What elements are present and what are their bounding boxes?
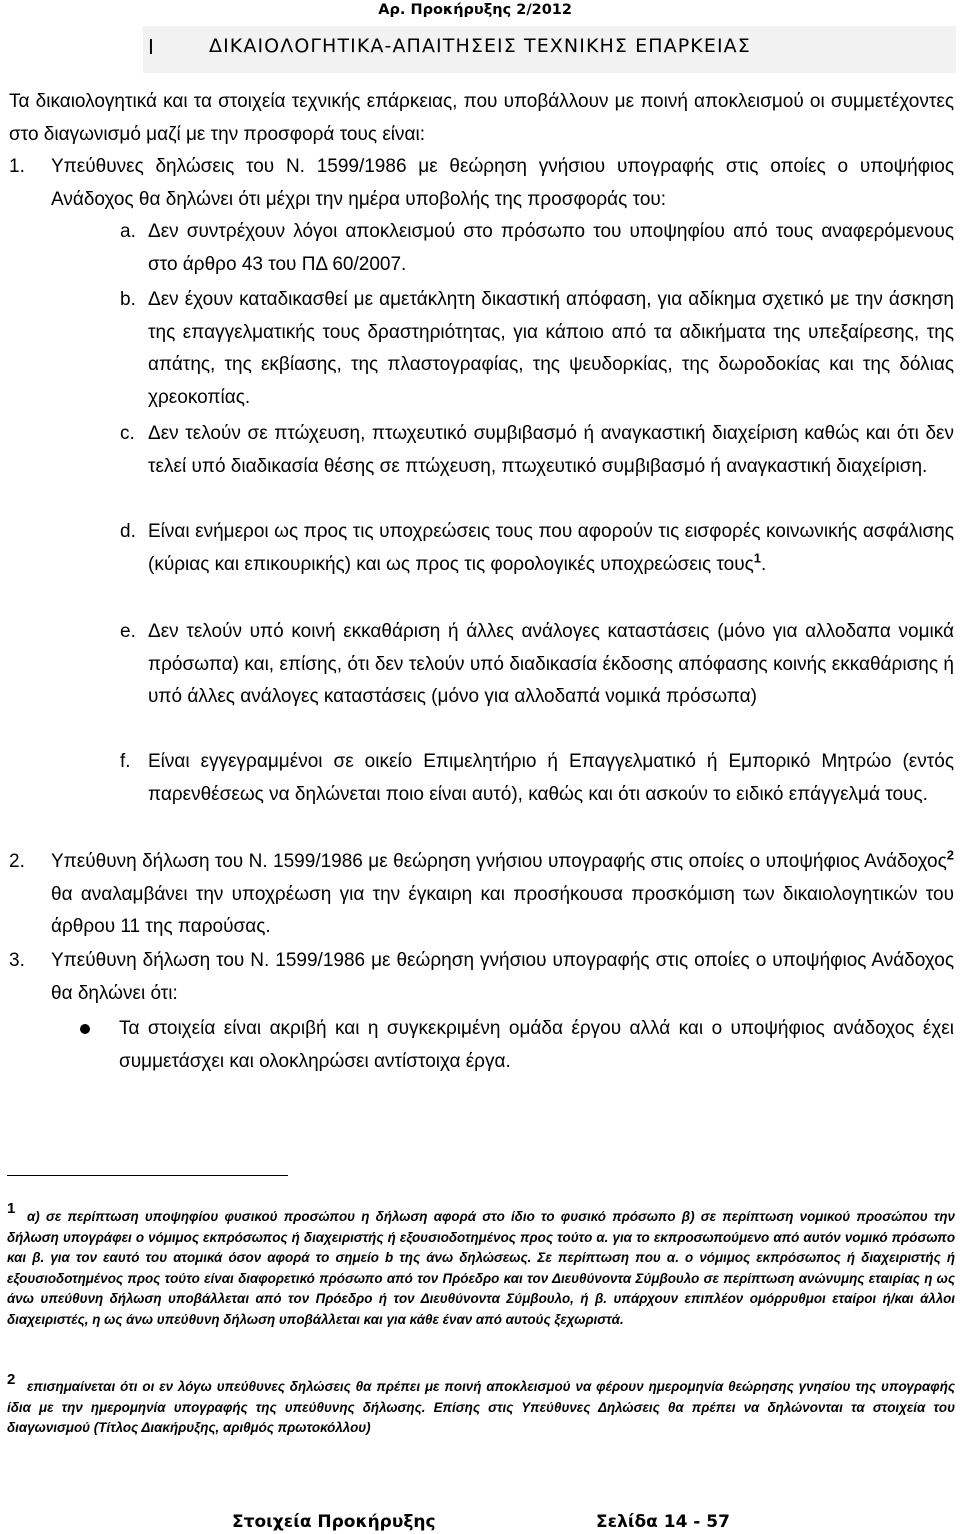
intro-paragraph: Τα δικαιολογητικά και τα στοιχεία τεχνικής επάρκειας, που υποβάλλουν με ποινή αποκλεισμού οι συμμετέχοντες στο διαγωνισμό μαζί με την προσφορά τους είναι: xyxy=(9,91,954,145)
bullet-icon xyxy=(80,1024,90,1034)
subitem-e-text: Δεν τελούν υπό κοινή εκκαθάριση ή άλλες ανάλογες καταστάσεις (μόνο για αλλοδαπα νομικά πρόσωπα) και, επίσης, ότι δεν τελούν υπό διαδικασία έκδοσης απόφασης κοινής εκκαθάρισης ή υπό άλλες ανάλογες καταστάσεις (μόνο για αλλοδαπά νομικά πρόσωπα) xyxy=(148,621,954,707)
subitem-f-text: Είναι εγγεγραμμένοι σε οικείο Επιμελητήριο ή Επαγγελματικό ή Εμπορικό Μητρώο (εντός παρενθέσεως να δηλώνεται ποιο είναι αυτό), καθώς και ότι ασκούν το ειδικό επάγγελμά τους. xyxy=(148,751,954,805)
item-2-body: Υπεύθυνη δήλωση του Ν. 1599/1986 με θεώρηση γνήσιου υπογραφής στις οποίες ο υποψήφιος Ανάδοχος xyxy=(51,851,947,872)
section-title: ΔΙΚΑΙΟΛΟΓΗΤΙΚΑ-ΑΠΑΙΤΗΣΕΙΣ ΤΕΧΝΙΚΗΣ ΕΠΑΡΚΕΙΑΣ xyxy=(209,35,751,57)
item-1-number: 1. xyxy=(9,156,25,177)
subitem-a-text: Δεν συντρέχουν λόγοι αποκλεισμού στο πρόσωπο του υποψηφίου από τους αναφερόμενους στο άρθρο 43 του ΠΔ 60/2007. xyxy=(148,221,954,275)
item-3-number: 3. xyxy=(9,950,25,971)
subitem-c-label: c. xyxy=(120,423,135,444)
subitem-d-tail: . xyxy=(761,553,767,575)
subitem-d-body: Είναι ενήμεροι ως προς τις υποχρεώσεις τους που αφορούν τις εισφορές κοινωνικής ασφάλισης (κύριας και επικουρικής) και ως προς τις φορολογικές υποχρεώσεις τους xyxy=(148,521,954,575)
footnote-2-body: επισημαίνεται ότι οι εν λόγω υπεύθυνες δηλώσεις θα πρέπει με ποινή αποκλεισμού να φέρουν ημερομηνία θεώρησης γνησίου της υπογραφής ίδια με την ημερομηνία υπογραφής της υπεύθυνης δήλωσης. Επίσης στις Υπεύθυνες Δηλώσεις θα πρέπει να δηλώνονται τα στοιχεία του διαγωνισμού (Τίτλος Διακήρυξης, αριθμός πρωτοκόλλου) xyxy=(7,1379,955,1435)
footnote-ref-2: 2 xyxy=(946,847,954,863)
footnote-2-mark: 2 xyxy=(7,1371,16,1388)
section-number: Ι xyxy=(148,35,154,59)
footnote-separator xyxy=(7,1175,288,1176)
footnote-ref-1: 1 xyxy=(753,550,762,566)
footer-page-number: Σελίδα 14 - 57 xyxy=(596,1512,730,1532)
subitem-a-label: a. xyxy=(120,221,136,242)
subitem-d-text xyxy=(148,516,954,581)
item-3-bullet-text: Τα στοιχεία είναι ακριβή και η συγκεκριμένη ομάδα έργου αλλά και ο υποψήφιος ανάδοχος έχει συμμετάσχει και ολοκληρώσει αντίστοιχα έργα. xyxy=(119,1018,954,1072)
subitem-b-text: Δεν έχουν καταδικασθεί με αμετάκλητη δικαστική απόφαση, για αδίκημα σχετικό με την άσκηση της επαγγελματικής τους δραστηριότητας, για κάποιο από τα αδικήματα της υπεξαίρεσης, της απάτης, της εκβίασης, της πλαστογραφίας, της ψευδορκίας, της δωροδοκίας και της δόλιας χρεοκοπίας. xyxy=(148,289,954,408)
footnote-1-body: α) σε περίπτωση υποψηφίου φυσικού προσώπου η δήλωση αφορά στο ίδιο το φυσικό πρόσωπο β) σε περίπτωση νομικού προσώπου την δήλωση υπογράφει ο νόμιμος εκπρόσωπος ή διαχειριστής ή εξουσιοδοτημένος προς τούτο α. για το εκπροσωπούμενο από αυτόν νομικό πρόσωπο και β. για τον εαυτό του ατομικά όσον αφορά το σημείο b της άνω δηλώσεως. Σε περίπτωση που α. ο νόμιμος εκπρόσωπος ή διαχειριστής ή εξουσιοδοτημένος προς τούτο είναι διαφορετικό πρόσωπο από τον Πρόεδρο και τον Διευθύνοντα Σύμβουλο σε περίπτωση ανώνυμης εταιρίας η ως άνω υπεύθυνη δήλωση υποβάλλεται από τον Πρόεδρο ή τον Διευθύνοντα Σύμβουλο, ή β. υπάρχουν επιπλέον ομόρρυθμοι εταίροι ή/και άλλοι διαχειριστές, η ως άνω υπεύθυνη δήλωση υποβάλλεται και για κάθε έναν από αυτούς ξεχωριστά. xyxy=(7,1209,955,1327)
item-2-number: 2. xyxy=(9,851,25,872)
footnote-2-text xyxy=(7,1377,955,1439)
footnote-1-mark: 1 xyxy=(7,1200,16,1217)
footer-left: Στοιχεία Προκήρυξης xyxy=(232,1512,436,1532)
item-1-text: Υπεύθυνες δηλώσεις του Ν. 1599/1986 με θεώρηση γνήσιου υπογραφής στις οποίες ο υποψήφιος Ανάδοχος θα δηλώνει ότι μέχρι την ημέρα υποβολής της προσφοράς του: xyxy=(51,156,954,210)
item-2-tail: θα αναλαμβάνει την υποχρέωση για την έγκαιρη και προσήκουσα προσκόμιση των δικαιολογητικών του άρθρου 11 της παρούσας. xyxy=(51,883,954,937)
item-3-text: Υπεύθυνη δήλωση του Ν. 1599/1986 με θεώρηση γνήσιου υπογραφής στις οποίες ο υποψήφιος Ανάδοχος θα δηλώνει ότι: xyxy=(51,950,954,1004)
subitem-d-label: d. xyxy=(120,521,136,542)
footnote-1-text xyxy=(7,1207,955,1330)
subitem-b-label: b. xyxy=(120,289,136,310)
subitem-e-label: e. xyxy=(120,621,136,642)
subitem-f-label: f. xyxy=(120,751,131,772)
header-reference: Αρ. Προκήρυξης 2/2012 xyxy=(378,2,572,18)
item-2-text xyxy=(51,846,954,944)
subitem-c-text: Δεν τελούν σε πτώχευση, πτωχευτικό συμβιβασμό ή αναγκαστική διαχείριση καθώς και ότι δεν τελεί υπό διαδικασία θέσης σε πτώχευση, πτωχευτικό συμβιβασμό ή αναγκαστική διαχείριση. xyxy=(148,423,954,477)
